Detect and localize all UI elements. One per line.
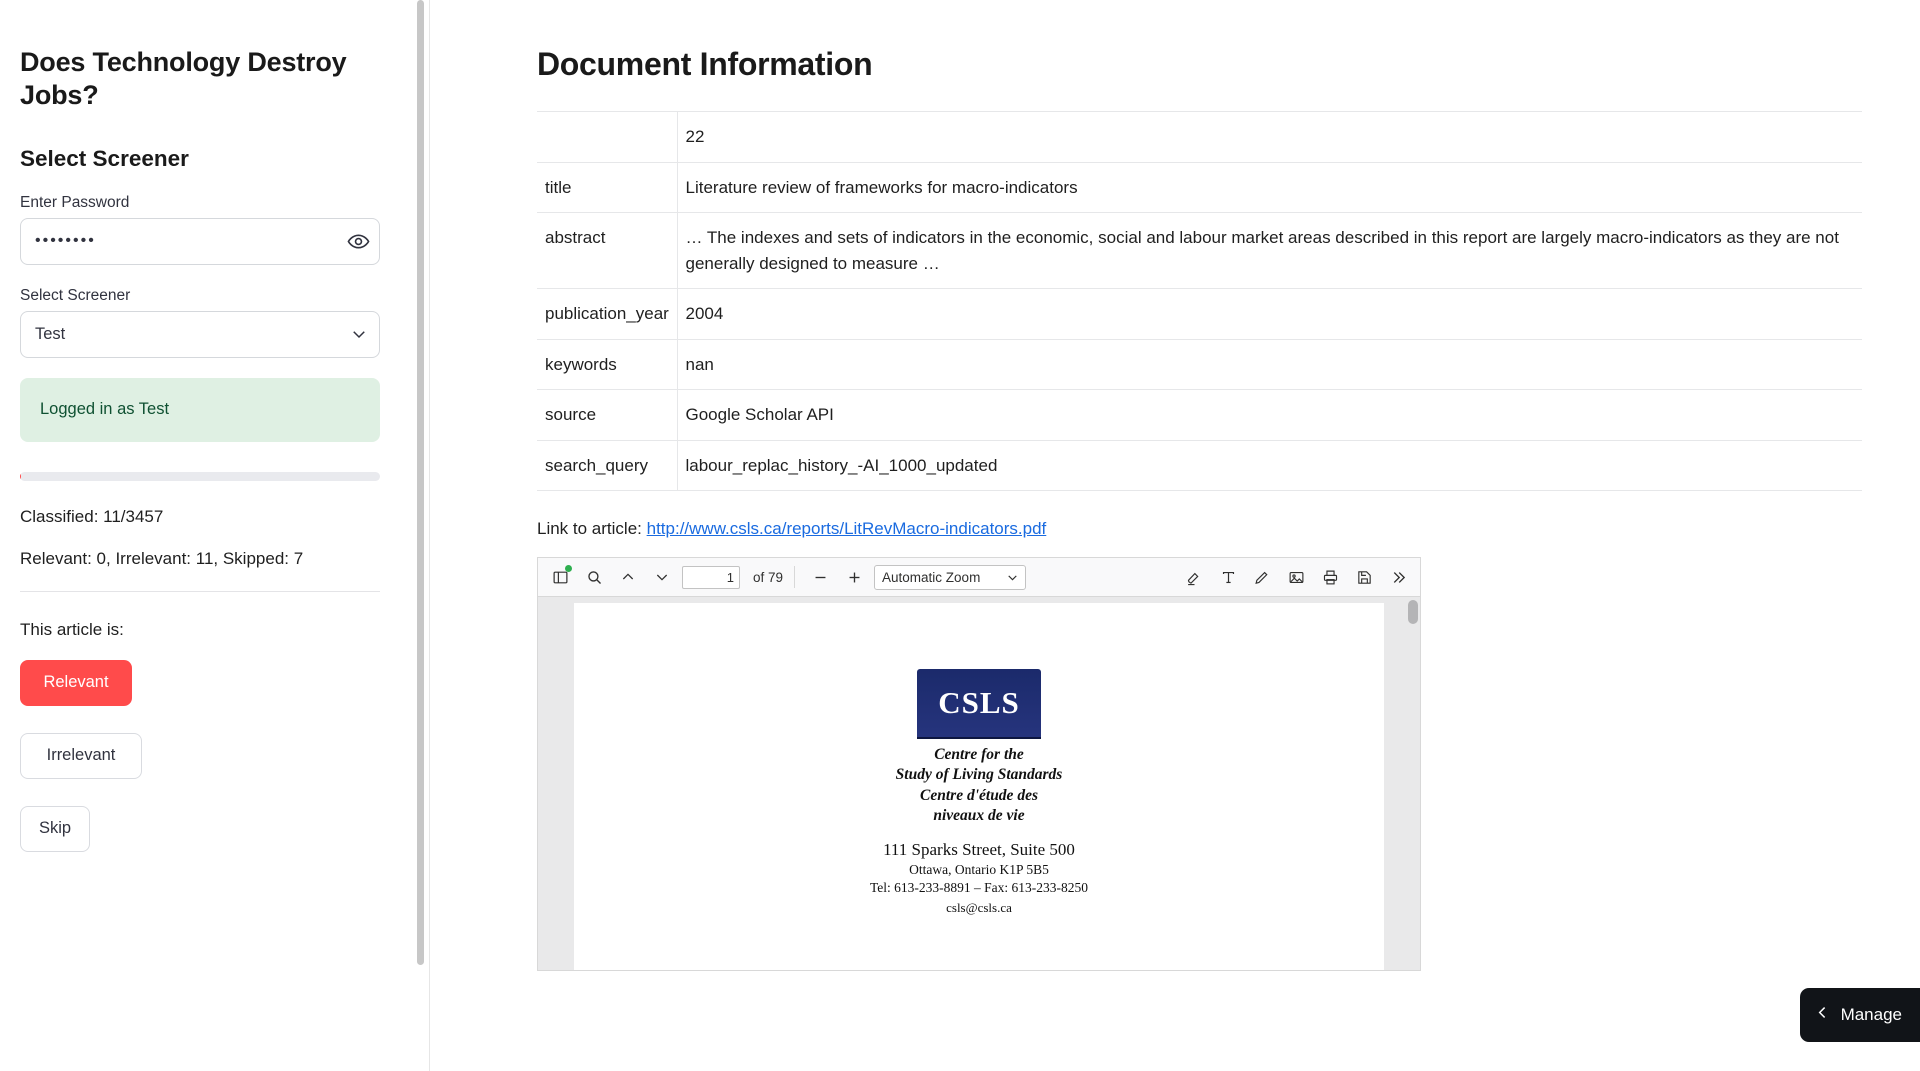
table-cell-key: title <box>537 162 677 213</box>
highlight-icon[interactable] <box>1180 564 1208 591</box>
manage-button-label: Manage <box>1840 1005 1902 1024</box>
classification-breakdown: Relevant: 0, Irrelevant: 11, Skipped: 7 <box>20 548 304 568</box>
minus-icon[interactable] <box>806 564 834 591</box>
table-cell-key: keywords <box>537 339 677 390</box>
main-content <box>430 0 1920 1071</box>
zoom-level-value: Automatic Zoom <box>882 569 981 585</box>
table-cell-value: labour_replac_history_-AI_1000_updated <box>685 455 998 475</box>
double-chevron-right-icon[interactable] <box>1384 564 1412 591</box>
table-row <box>537 112 1862 163</box>
screener-select[interactable] <box>20 311 380 358</box>
table-cell-key: abstract <box>537 213 677 289</box>
article-link-prefix: Link to article: <box>537 519 642 538</box>
address-line-1: 111 Sparks Street, Suite 500 <box>883 839 1075 859</box>
table-row <box>537 162 1862 213</box>
toolbar-separator <box>794 566 795 588</box>
table-cell-key: source <box>537 390 677 441</box>
screener-select-label: Select Screener <box>20 286 131 304</box>
add-text-icon[interactable] <box>1214 564 1242 591</box>
table-row <box>537 213 1862 289</box>
screener-select-wrapper <box>20 311 380 358</box>
document-information-table <box>537 111 1862 491</box>
search-icon[interactable] <box>580 564 608 591</box>
screener-select-value: Test <box>35 324 66 343</box>
table-cell-value: Literature review of frameworks for macro-indicators <box>685 177 1078 197</box>
plus-icon[interactable] <box>840 564 868 591</box>
sidebar <box>0 0 430 1071</box>
draw-icon[interactable] <box>1248 564 1276 591</box>
org-line-4: niveaux de vie <box>933 807 1025 825</box>
progress-bar <box>20 472 380 481</box>
add-image-icon[interactable] <box>1282 564 1310 591</box>
password-field-wrapper <box>20 218 380 265</box>
login-status-alert <box>20 378 380 442</box>
table-cell-value: nan <box>685 354 714 374</box>
address-line-2: Ottawa, Ontario K1P 5B5 <box>909 861 1049 877</box>
classification-prompt: This article is: <box>20 619 124 639</box>
article-link-row <box>537 519 1890 539</box>
csls-logo <box>917 669 1041 737</box>
table-cell-value: Google Scholar API <box>685 405 834 424</box>
org-line-3: Centre d'étude des <box>920 786 1038 804</box>
table-cell-key: publication_year <box>537 289 677 340</box>
login-status-text: Logged in as Test <box>40 400 170 419</box>
csls-logo-text: CSLS <box>938 685 1020 720</box>
table-cell-key <box>537 112 677 163</box>
pdf-page-input[interactable] <box>682 566 740 589</box>
eye-icon[interactable] <box>346 230 370 254</box>
table-row <box>537 289 1862 340</box>
table-cell-key: search_query <box>537 440 677 491</box>
classification-buttons <box>20 660 410 879</box>
relevant-button[interactable]: Relevant <box>20 660 132 706</box>
table-row <box>537 339 1862 390</box>
article-link[interactable]: http://www.csls.ca/reports/LitRevMacro-indicators.pdf <box>646 519 1047 538</box>
sidebar-toggle-icon[interactable] <box>546 564 574 591</box>
pdf-scrollbar[interactable] <box>1408 600 1418 624</box>
skip-button[interactable]: Skip <box>20 806 90 852</box>
chevron-down-icon <box>1006 571 1019 584</box>
page-title: Does Technology Destroy Jobs? <box>20 47 347 110</box>
password-input[interactable] <box>20 218 380 265</box>
chevron-down-icon[interactable] <box>648 564 676 591</box>
section-heading-select-screener: Select Screener <box>20 145 189 171</box>
pdf-viewer <box>537 557 1421 971</box>
org-line-1: Centre for the <box>934 746 1024 763</box>
pdf-page-total: of 79 <box>753 569 784 585</box>
save-icon[interactable] <box>1350 564 1378 591</box>
status-dot <box>565 565 572 572</box>
irrelevant-button[interactable]: Irrelevant <box>20 733 142 779</box>
table-row <box>537 390 1862 441</box>
progress-bar-fill <box>20 472 21 481</box>
pdf-page-content <box>574 669 1384 916</box>
pdf-page-1 <box>574 603 1384 970</box>
print-icon[interactable] <box>1316 564 1344 591</box>
password-label: Enter Password <box>20 193 130 211</box>
pdf-toolbar <box>538 558 1420 597</box>
address-line-4: csls@csls.ca <box>946 899 1012 915</box>
sidebar-scrollbar[interactable] <box>417 0 424 965</box>
manage-button[interactable] <box>1800 988 1920 1042</box>
pdf-page-viewport[interactable] <box>538 597 1420 970</box>
table-cell-value: … The indexes and sets of indicators in the economic, social and labour market areas described in this report are largely macro-indicators as they are not generally designed to measure … <box>685 228 1839 273</box>
org-line-2: Study of Living Standards <box>895 766 1063 784</box>
divider <box>20 591 380 592</box>
chevron-up-icon[interactable] <box>614 564 642 591</box>
document-information-heading: Document Information <box>537 46 873 82</box>
table-cell-value: 22 <box>685 127 705 146</box>
chevron-left-icon <box>1814 1004 1831 1026</box>
table-cell-value: 2004 <box>685 304 724 323</box>
table-row <box>537 440 1862 491</box>
classified-count: Classified: 11/3457 <box>20 506 164 526</box>
zoom-level-select[interactable] <box>874 565 1026 590</box>
address-line-3: Tel: 613-233-8891 – Fax: 613-233-8250 <box>869 879 1089 895</box>
